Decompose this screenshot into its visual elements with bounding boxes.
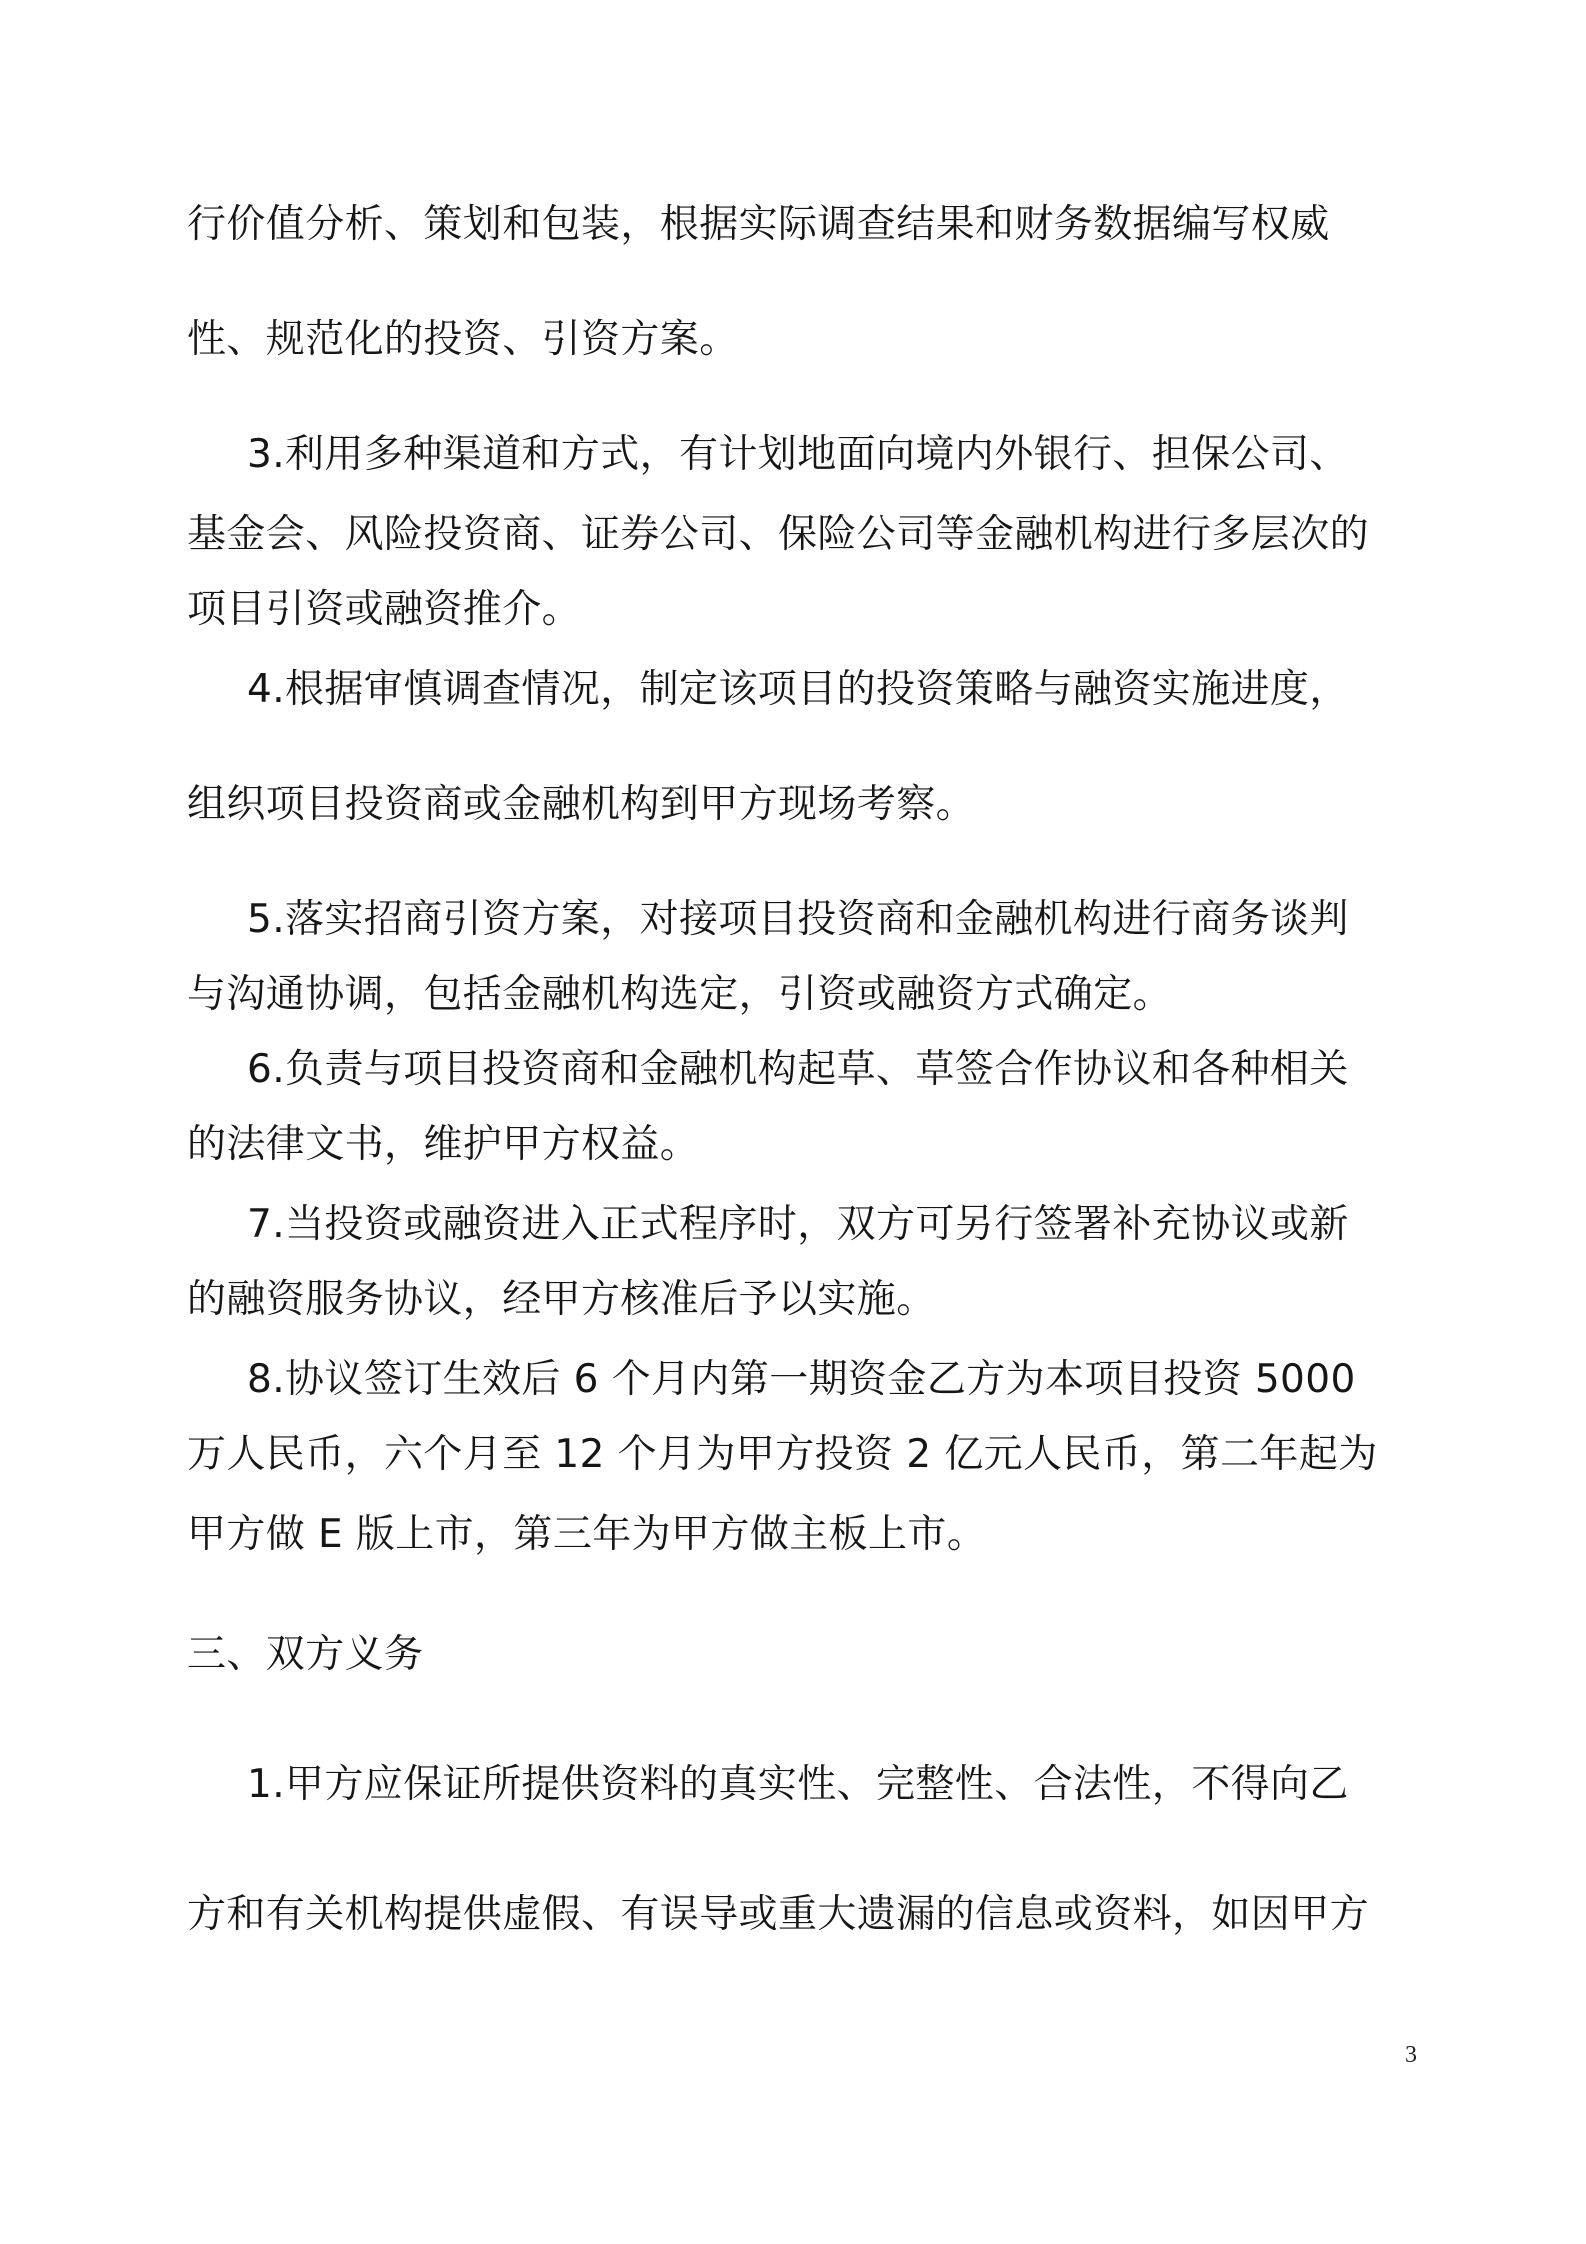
text-line: 1.甲方应保证所提供资料的真实性、完整性、合法性，不得向乙 <box>247 1762 1349 1807</box>
text-line: 行价值分析、策划和包装，根据实际调查结果和财务数据编写权威 <box>187 202 1330 247</box>
text-line: 8.协议签订生效后 6 个月内第一期资金乙方为本项目投资 5000 <box>247 1357 1356 1402</box>
text-line: 6.负责与项目投资商和金融机构起草、草签合作协议和各种相关 <box>247 1047 1349 1092</box>
text-line: 万人民币，六个月至 12 个月为甲方投资 2 亿元人民币，第二年起为 <box>187 1432 1378 1477</box>
text-line: 与沟通协调，包括金融机构选定，引资或融资方式确定。 <box>187 972 1173 1017</box>
text-line: 基金会、风险投资商、证券公司、保险公司等金融机构进行多层次的 <box>187 512 1370 557</box>
section-heading: 三、双方义务 <box>187 1632 424 1677</box>
text-line: 组织项目投资商或金融机构到甲方现场考察。 <box>187 782 976 827</box>
text-line: 的融资服务协议，经甲方核准后予以实施。 <box>187 1277 936 1322</box>
text-line: 性、规范化的投资、引资方案。 <box>187 317 739 362</box>
text-line: 7.当投资或融资进入正式程序时，双方可另行签署补充协议或新 <box>247 1202 1349 1247</box>
text-line: 3.利用多种渠道和方式，有计划地面向境内外银行、担保公司、 <box>247 432 1349 477</box>
text-line: 的法律文书，维护甲方权益。 <box>187 1122 700 1167</box>
text-line: 5.落实招商引资方案，对接项目投资商和金融机构进行商务谈判 <box>247 897 1349 942</box>
text-line: 方和有关机构提供虚假、有误导或重大遗漏的信息或资料，如因甲方 <box>187 1892 1370 1937</box>
text-line: 甲方做 E 版上市，第三年为甲方做主板上市。 <box>187 1512 987 1557</box>
page-number: 3 <box>1405 2042 1417 2068</box>
text-line: 项目引资或融资推介。 <box>187 587 582 632</box>
text-line: 4.根据审慎调查情况，制定该项目的投资策略与融资实施进度， <box>247 667 1349 712</box>
